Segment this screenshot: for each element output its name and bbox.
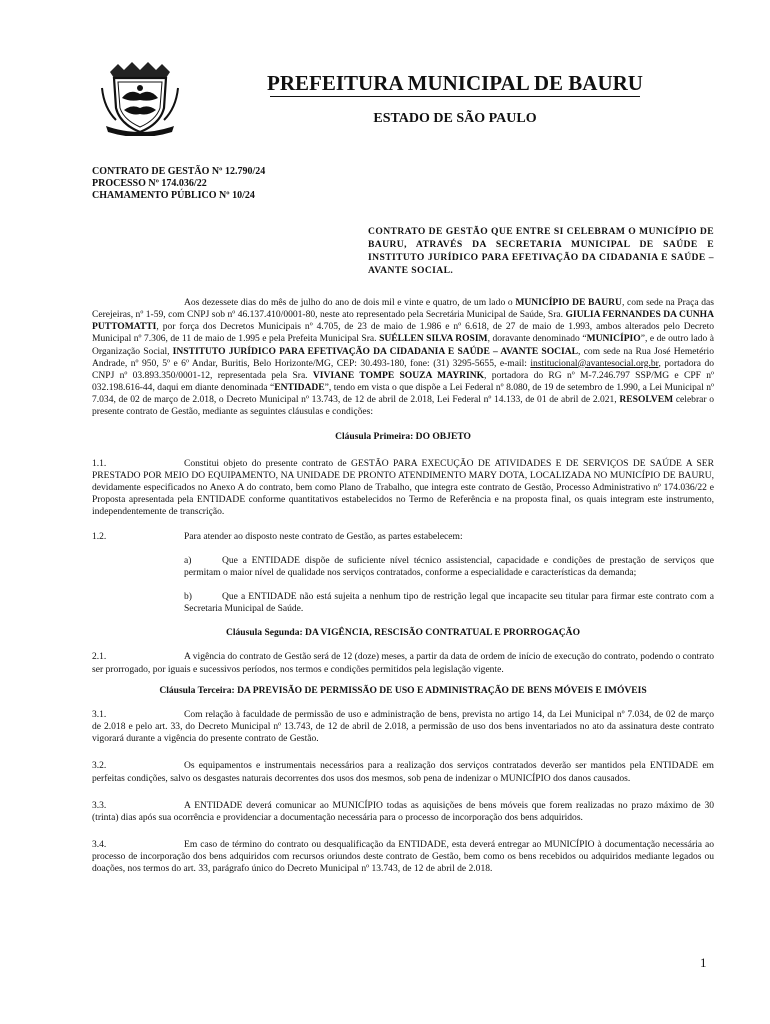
contract-references xyxy=(92,166,392,202)
header-underline xyxy=(270,96,640,97)
clause-1-1: 1.1. Constitui objeto do presente contrato de GESTÃO PARA EXECUÇÃO DE ATIVIDADES E DE SERVIÇOS DE SAÚDE A SER PRESTADO POR MEIO DO EQUIPAMENTO, NA UNIDADE DE PRONTO ATENDIMENTO MARY DOTA, LOCALIZADA NO MUNICÍPIO DE BAURU, devidamente especificados no Anexo A do contrato, bem como Plano de Trabalho, que integra este contrato de Gestão, Processo Administrativo nº 174.036/22 e Proposta apresentada pela ENTIDADE conforme quantitativos estabelecidos no Termo de Referência e na proposta final, os quais integram este instrumento, independentemente de transcrição. xyxy=(92,457,714,518)
clause-3-4: 3.4. Em caso de término do contrato ou desqualificação da ENTIDADE, esta deverá entregar ao MUNICÍPIO à documentação necessária ao processo de incorporação dos bens adquiridos com recursos oriundos deste contrato de Gestão, bem como os bens recebidos ou adquiridos mediante legados ou doações, nos termos do art. 33, parágrafo único do Decreto Municipal nº 13.743, de 12 de abril de 2.018. xyxy=(92,839,714,875)
header-title: PREFEITURA MUNICIPAL DE BAURU xyxy=(267,71,643,95)
clause-3-title: Cláusula Terceira: DA PREVISÃO DE PERMISSÃO DE USO E ADMINISTRAÇÃO DE BENS MÓVEIS E IMÓVEIS xyxy=(159,684,647,696)
public-call-number: CHAMAMENTO PÚBLICO Nº 10/24 xyxy=(92,190,255,201)
header-subtitle: ESTADO DE SÃO PAULO xyxy=(373,111,537,126)
clause-3-1: 3.1. Com relação à faculdade de permissão de uso e administração de bens, prevista no artigo 14, da Lei Municipal nº 7.034, de 02 de março de 2.018 e pelo art. 33, do Decreto Municipal nº 13.743, de 12 de abril de 2.018, a permissão de uso dos bens inventariados no ato da assinatura deste contrato vigorará durante a vigência do presente contrato de Gestão. xyxy=(92,708,714,745)
clause-2-title: Cláusula Segunda: DA VIGÊNCIA, RESCISÃO CONTRATUAL E PRORROGAÇÃO xyxy=(225,627,580,639)
email-link[interactable]: institucional@avantesocial.org.br xyxy=(530,357,659,369)
intro-paragraph: Aos dezessete dias do mês de julho do ano de dois mil e vinte e quatro, de um lado o MUNICÍPIO DE BAURU, com sede na Praça das Cerejeiras, nº 1-59, com CNPJ sob nº 46.137.410/0001-80, neste ato representado pela Secretária Municipal de Saúde, Sra. GIULIA FERNANDES DA CUNHA PUTTOMATTI, por força dos Decretos Municipais nº 4.705, de 23 de maio de 1.986 e nº 6.618, de 27 de maio de 1.993, ambos alterados pelo Decreto Municipal nº 7.306, de 11 de maio de 1.995 e pela Prefeita Municipal Sra. SUÉLLEN SILVA ROSIM, doravante denominado “MUNICÍPIO”, e de outro lado à Organização Social, INSTITUTO JURÍDICO PARA EFETIVAÇÃO DA CIDADANIA E SAÚDE – AVANTE SOCIAL, com sede na Rua José Hemetério Andrade, nº 950, 5º e 6º Andar, Buritis, Belo Horizonte/MG, CEP: 30.493-180, fone: (31) 3295-5655, e-mail: institucional@avantesocial.org.br, portadora do CNPJ nº 03.893.350/0001-12, representada pela Sra. VIVIANE TOMPE SOUZA MAYRINK, portadora do RG nº M-7.246.797 SSP/MG e CPF nº 032.198.616-44, daqui em diante denominada “ENTIDADE”, tendo em vista o que dispõe a Lei Federal nº 8.080, de 19 de setembro de 1.990, a Lei Municipal nº 7.034, de 02 de março de 2.018, o Decreto Municipal nº 13.743, de 12 de abril de 2.018, Lei Federal nº 14.133, de 01 de abril de 2.021, RESOLVEM celebrar o presente contrato de Gestão, mediante as seguintes cláusulas e condições: xyxy=(92,297,715,418)
clause-3-3: 3.3. A ENTIDADE deverá comunicar ao MUNICÍPIO todas as aquisições de bens móveis que forem realizadas no prazo máximo de 30 (trinta) dias após sua ocorrência e providenciar a documentação necessária para o processo de incorporação dos bens adquiridos. xyxy=(92,799,714,823)
clause-1-2-a: a) Que a ENTIDADE dispõe de suficiente nível técnico assistencial, capacidade e condições de prestação de serviços que permitam o maior nível de qualidade nos serviços contratados, conforme a especialidade e características da demanda; xyxy=(184,554,714,578)
clause-1-2-b: b) Que a ENTIDADE não está sujeita a nenhum tipo de restrição legal que incapacite seu titular para firmar este contrato com a Secretaria Municipal de Saúde. xyxy=(184,590,714,615)
page-number: 1 xyxy=(700,955,707,970)
contract-body xyxy=(92,297,714,875)
clause-3-2: 3.2. Os equipamentos e instrumentais necessários para a realização dos serviços contratados deverão ser mantidos pela ENTIDADE em perfeitas condições, salvo os desgastes naturais decorrentes dos usos dos mesmos, sob pena de indenizar o MUNICÍPIO dos danos causados. xyxy=(92,760,714,784)
contract-preamble: CONTRATO DE GESTÃO QUE ENTRE SI CELEBRAM O MUNICÍPIO DE BAURU, ATRAVÉS DA SECRETARIA MUNICIPAL DE SAÚDE E INSTITUTO JURÍDICO PARA EFETIVAÇÃO DA CIDADANIA E SAÚDE – AVANTE SOCIAL. xyxy=(368,226,714,276)
contract-number: CONTRATO DE GESTÃO Nº 12.790/24 xyxy=(92,166,266,177)
process-number: PROCESSO Nº 174.036/22 xyxy=(92,178,207,189)
clause-1-title: Cláusula Primeira: DO OBJETO xyxy=(335,430,471,442)
bauru-coat-of-arms-icon xyxy=(100,58,180,136)
clause-1-2: 1.2. Para atender ao disposto neste contrato de Gestão, as partes estabelecem: xyxy=(92,530,463,542)
clause-2-1: 2.1. A vigência do contrato de Gestão será de 12 (doze) meses, a partir da data de ordem de início de execução do contrato, podendo o contrato ser prorrogado, por iguais e sucessivos períodos, nos termos e condições permitidos pela legislação vigente. xyxy=(92,651,714,675)
